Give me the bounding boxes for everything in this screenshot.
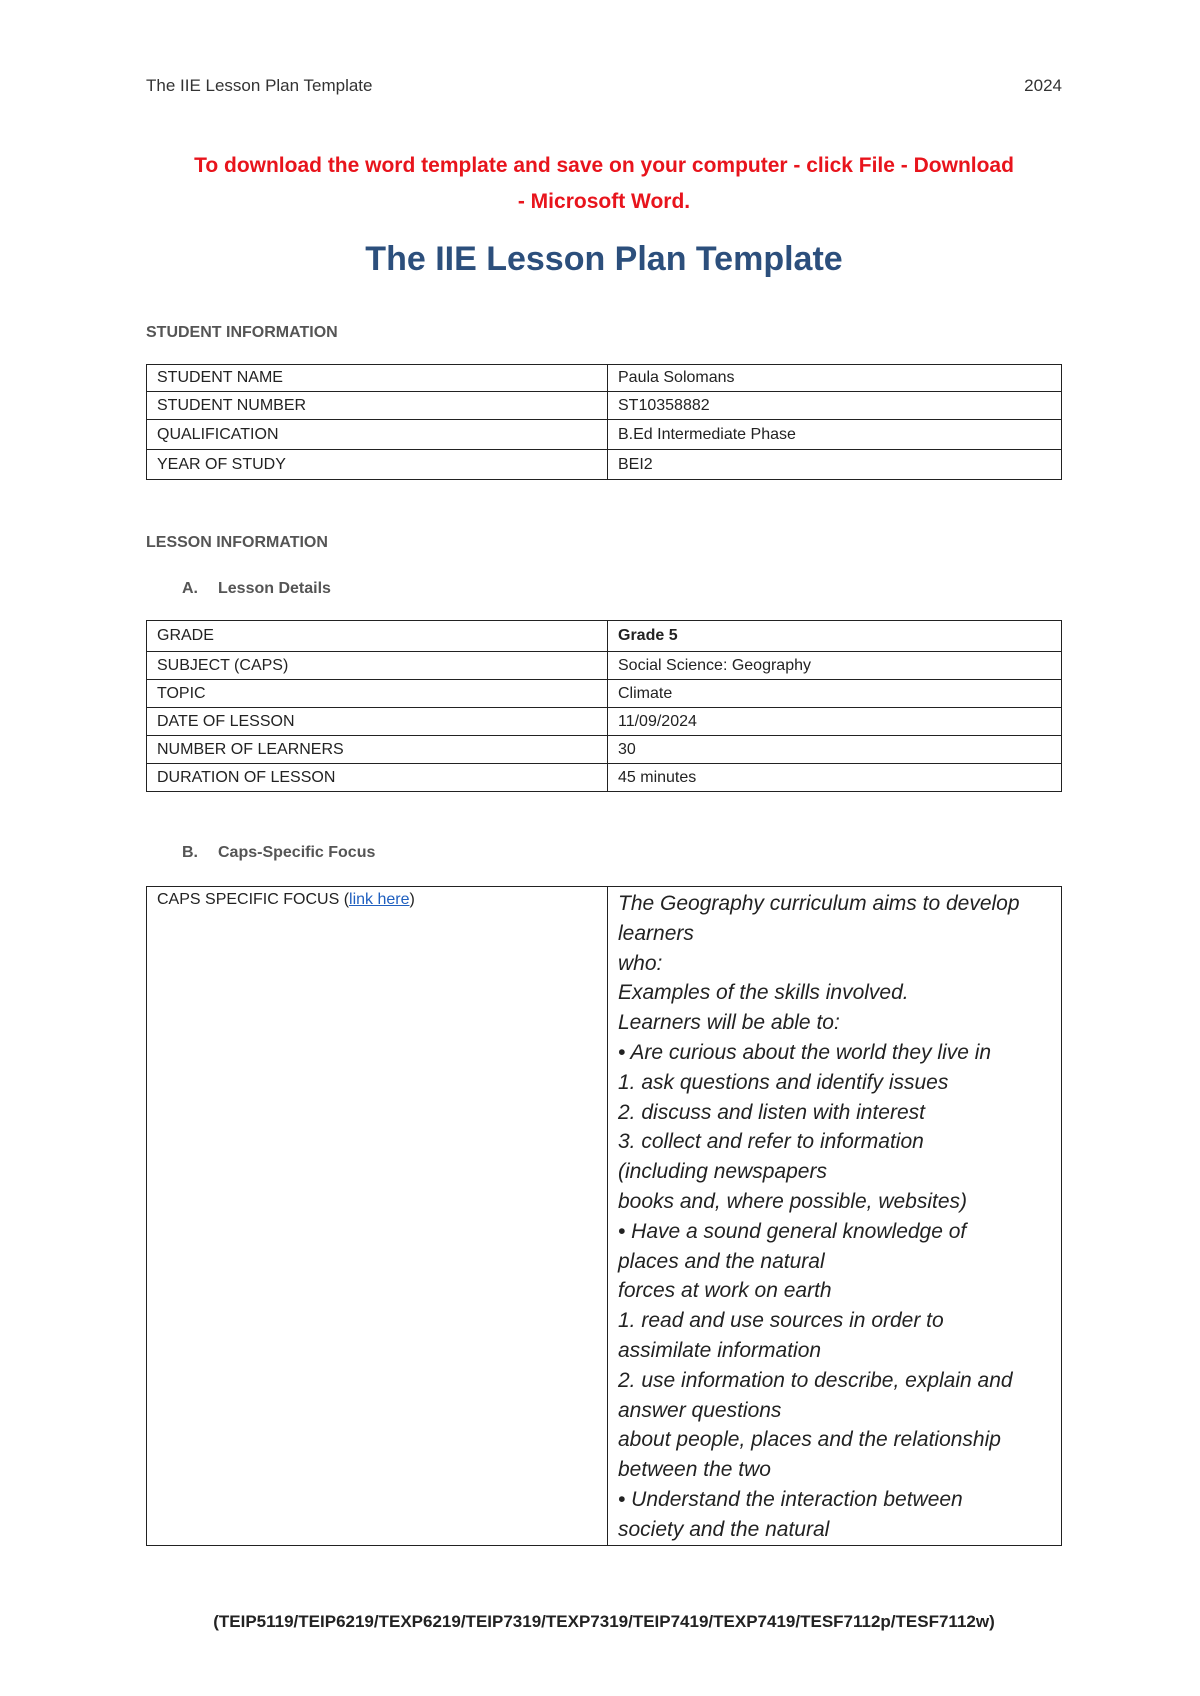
- table-row: [147, 621, 1062, 652]
- duration-value[interactable]: 45 minutes: [608, 764, 1062, 792]
- lesson-details-title: Lesson Details: [218, 580, 331, 597]
- table-row: [147, 736, 1062, 764]
- caps-focus-label-cell: [147, 887, 608, 1546]
- learners-value[interactable]: 30: [608, 736, 1062, 764]
- student-info-table: [146, 364, 1062, 480]
- header-year: 2024: [1024, 76, 1062, 95]
- table-row: [147, 652, 1062, 680]
- caps-line: books and, where possible, websites): [618, 1189, 968, 1213]
- caps-line: assimilate information: [618, 1338, 822, 1362]
- table-row: [147, 392, 1062, 420]
- grade-value[interactable]: Grade 5: [608, 621, 1062, 652]
- table-row: [147, 420, 1062, 450]
- header-title: The IIE Lesson Plan Template: [146, 76, 373, 95]
- caps-line: places and the natural: [618, 1249, 825, 1273]
- caps-line: 1. read and use sources in order to: [618, 1309, 944, 1333]
- caps-line: Learners will be able to:: [618, 1011, 840, 1035]
- caps-line: • Are curious about the world they live in: [618, 1040, 992, 1064]
- qualification-label: QUALIFICATION: [147, 420, 608, 450]
- lesson-details-heading: [182, 580, 331, 598]
- caps-focus-heading: [182, 844, 375, 862]
- student-number-label: STUDENT NUMBER: [147, 392, 608, 420]
- caps-link[interactable]: link here: [349, 891, 410, 908]
- caps-line: 1. ask questions and identify issues: [618, 1070, 949, 1094]
- caps-line: • Have a sound general knowledge of: [618, 1219, 967, 1243]
- subject-label: SUBJECT (CAPS): [147, 652, 608, 680]
- footer-module-codes: (TEIP5119/TEIP6219/TEXP6219/TEIP7319/TEXP7319/TEIP7419/TEXP7419/TESF7112p/TESF7112w): [213, 1612, 995, 1631]
- caps-line: 2. use information to describe, explain and: [618, 1368, 1013, 1392]
- duration-label: DURATION OF LESSON: [147, 764, 608, 792]
- caps-focus-text: [618, 887, 1051, 1545]
- caps-line: • Understand the interaction between: [618, 1487, 963, 1511]
- caps-focus-label: CAPS SPECIFIC FOCUS (: [157, 891, 350, 908]
- caps-line: Examples of the skills involved.: [618, 981, 909, 1005]
- lesson-details-table: [146, 620, 1062, 792]
- caps-line: answer questions: [618, 1398, 782, 1422]
- subject-value[interactable]: Social Science: Geography: [608, 652, 1062, 680]
- caps-line: 3. collect and refer to information: [618, 1130, 924, 1154]
- date-label: DATE OF LESSON: [147, 708, 608, 736]
- table-row: [147, 450, 1062, 480]
- student-name-value[interactable]: Paula Solomans: [608, 365, 1062, 392]
- student-name-label: STUDENT NAME: [147, 365, 608, 392]
- learners-label: NUMBER OF LEARNERS: [147, 736, 608, 764]
- table-row: [147, 708, 1062, 736]
- qualification-value[interactable]: B.Ed Intermediate Phase: [608, 420, 1062, 450]
- download-notice: [146, 148, 1062, 220]
- year-of-study-label: YEAR OF STUDY: [147, 450, 608, 480]
- caps-focus-content-cell[interactable]: [608, 887, 1062, 1546]
- lesson-info-heading: LESSON INFORMATION: [146, 534, 328, 551]
- document-title: The IIE Lesson Plan Template: [365, 240, 843, 278]
- table-row: [147, 887, 1062, 1546]
- caps-focus-title: Caps-Specific Focus: [218, 844, 376, 861]
- topic-value[interactable]: Climate: [608, 680, 1062, 708]
- caps-line: about people, places and the relationship: [618, 1428, 1001, 1452]
- caps-focus-letter: B.: [182, 844, 198, 861]
- table-row: [147, 764, 1062, 792]
- caps-line: 2. discuss and listen with interest: [618, 1100, 925, 1124]
- caps-line: society and the natural: [618, 1517, 830, 1541]
- caps-focus-label-close: ): [409, 891, 415, 908]
- year-of-study-value[interactable]: BEI2: [608, 450, 1062, 480]
- student-info-heading: STUDENT INFORMATION: [146, 324, 338, 341]
- table-row: [147, 680, 1062, 708]
- date-value[interactable]: 11/09/2024: [608, 708, 1062, 736]
- caps-focus-table: [146, 886, 1062, 1546]
- grade-label: GRADE: [147, 621, 608, 652]
- lesson-details-letter: A.: [182, 580, 198, 597]
- topic-label: TOPIC: [147, 680, 608, 708]
- download-notice-line1: To download the word template and save on your computer - click File - Download: [194, 154, 1014, 177]
- caps-line: learners: [618, 921, 694, 945]
- download-notice-line2: - Microsoft Word.: [517, 190, 691, 213]
- caps-line: who:: [618, 951, 663, 975]
- caps-line: between the two: [618, 1458, 771, 1482]
- student-number-value[interactable]: ST10358882: [608, 392, 1062, 420]
- caps-line: (including newspapers: [618, 1160, 827, 1184]
- caps-line: forces at work on earth: [618, 1279, 832, 1303]
- caps-line: The Geography curriculum aims to develop: [618, 892, 1020, 915]
- table-row: [147, 365, 1062, 392]
